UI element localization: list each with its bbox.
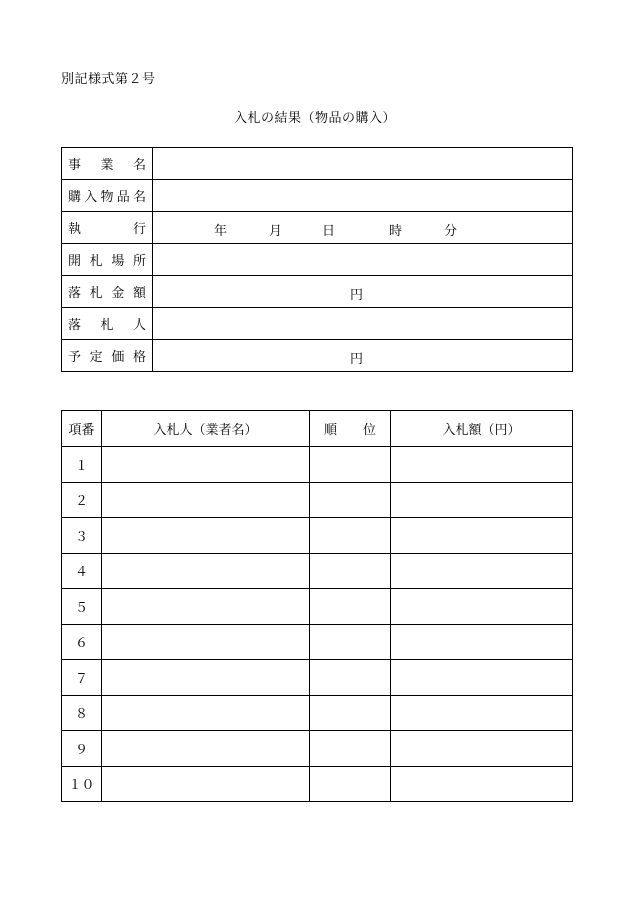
winning-amount-label <box>62 276 153 308</box>
label-char: 価 <box>111 350 125 365</box>
amount-cell[interactable] <box>391 660 573 696</box>
label-char: 開 <box>68 254 82 269</box>
row-winner <box>62 308 573 340</box>
label-char: 定 <box>89 350 103 365</box>
amount-cell[interactable] <box>391 766 573 802</box>
amount-cell[interactable] <box>391 695 573 731</box>
label-char: 格 <box>132 350 146 365</box>
hour-unit: 時 <box>389 224 403 239</box>
opening-place-field[interactable] <box>153 244 573 276</box>
table-row <box>62 553 573 589</box>
rank-cell[interactable] <box>310 482 391 518</box>
rank-cell[interactable] <box>310 731 391 767</box>
bid-results-table <box>61 410 573 802</box>
label-char: 購 <box>68 190 82 205</box>
label-char: 品 <box>116 190 130 205</box>
bidder-cell[interactable] <box>102 589 310 625</box>
row-estimated-price <box>62 340 573 372</box>
header-bidder: 入札人（業者名） <box>102 411 310 447</box>
label-char: 物 <box>100 190 114 205</box>
rank-cell[interactable] <box>310 624 391 660</box>
bidder-cell[interactable] <box>102 766 310 802</box>
row-number: ９ <box>62 731 102 767</box>
row-number: ２ <box>62 482 102 518</box>
label-char: 名 <box>132 190 146 205</box>
winner-label <box>62 308 153 340</box>
year-unit: 年 <box>214 224 228 239</box>
row-number: １ <box>62 447 102 483</box>
form-number: 別記様式第２号 <box>61 72 156 87</box>
results-header-row <box>62 411 573 447</box>
header-rank <box>310 411 391 447</box>
row-number: ６ <box>62 624 102 660</box>
label-char: 札 <box>89 254 103 269</box>
row-winning-amount <box>62 276 573 308</box>
execution-datetime-field[interactable] <box>153 212 573 244</box>
table-row <box>62 660 573 696</box>
row-number: ８ <box>62 695 102 731</box>
bidder-cell[interactable] <box>102 624 310 660</box>
amount-cell[interactable] <box>391 624 573 660</box>
label-char: 行 <box>132 222 146 237</box>
bidder-cell[interactable] <box>102 482 310 518</box>
amount-cell[interactable] <box>391 518 573 554</box>
project-name-field[interactable] <box>153 148 573 180</box>
purchased-item-field[interactable] <box>153 180 573 212</box>
header-no: 項番 <box>62 411 102 447</box>
project-name-label <box>62 148 153 180</box>
estimated-price-field[interactable] <box>153 340 573 372</box>
amount-cell[interactable] <box>391 589 573 625</box>
row-number: ４ <box>62 553 102 589</box>
minute-unit: 分 <box>444 224 458 239</box>
bid-info-table <box>61 147 573 372</box>
estimated-price-label <box>62 340 153 372</box>
rank-cell[interactable] <box>310 447 391 483</box>
table-row <box>62 731 573 767</box>
rank-cell[interactable] <box>310 695 391 731</box>
row-number: ５ <box>62 589 102 625</box>
label-char: 額 <box>132 286 146 301</box>
month-unit: 月 <box>269 224 283 239</box>
table-row <box>62 624 573 660</box>
label-char: 所 <box>132 254 146 269</box>
label-char: 人 <box>132 318 146 333</box>
winner-field[interactable] <box>153 308 573 340</box>
table-row <box>62 518 573 554</box>
row-execution <box>62 212 573 244</box>
label-char: 落 <box>68 318 82 333</box>
table-row <box>62 695 573 731</box>
document-title: 入札の結果（物品の購入） <box>233 111 396 126</box>
table-row <box>62 589 573 625</box>
label-char: 位 <box>362 423 376 438</box>
amount-cell[interactable] <box>391 482 573 518</box>
rank-cell[interactable] <box>310 518 391 554</box>
rank-cell[interactable] <box>310 766 391 802</box>
bidder-cell[interactable] <box>102 731 310 767</box>
row-number: １０ <box>62 766 102 802</box>
bidder-cell[interactable] <box>102 518 310 554</box>
rank-cell[interactable] <box>310 660 391 696</box>
label-char: 業 <box>100 158 114 173</box>
label-char: 入 <box>84 190 98 205</box>
row-number: ７ <box>62 660 102 696</box>
yen-unit: 円 <box>350 352 364 367</box>
row-number: ３ <box>62 518 102 554</box>
bidder-cell[interactable] <box>102 447 310 483</box>
row-project-name <box>62 148 573 180</box>
table-row <box>62 482 573 518</box>
label-char: 落 <box>68 286 82 301</box>
winning-amount-field[interactable] <box>153 276 573 308</box>
table-row <box>62 766 573 802</box>
rank-cell[interactable] <box>310 553 391 589</box>
label-char: 名 <box>132 158 146 173</box>
bidder-cell[interactable] <box>102 553 310 589</box>
day-unit: 日 <box>322 224 336 239</box>
amount-cell[interactable] <box>391 731 573 767</box>
opening-place-label <box>62 244 153 276</box>
label-char: 札 <box>100 318 114 333</box>
label-char: 金 <box>111 286 125 301</box>
label-char: 順 <box>324 423 338 438</box>
header-amount: 入札額（円） <box>391 411 573 447</box>
label-char: 場 <box>111 254 125 269</box>
rank-cell[interactable] <box>310 589 391 625</box>
label-char: 執 <box>68 222 82 237</box>
amount-cell[interactable] <box>391 553 573 589</box>
bidder-cell[interactable] <box>102 660 310 696</box>
table-row <box>62 447 573 483</box>
purchased-item-label <box>62 180 153 212</box>
label-char: 事 <box>68 158 82 173</box>
bidder-cell[interactable] <box>102 695 310 731</box>
label-char: 予 <box>68 350 82 365</box>
amount-cell[interactable] <box>391 447 573 483</box>
yen-unit: 円 <box>350 288 364 303</box>
row-purchased-item <box>62 180 573 212</box>
execution-label <box>62 212 153 244</box>
label-char: 札 <box>89 286 103 301</box>
row-opening-place <box>62 244 573 276</box>
